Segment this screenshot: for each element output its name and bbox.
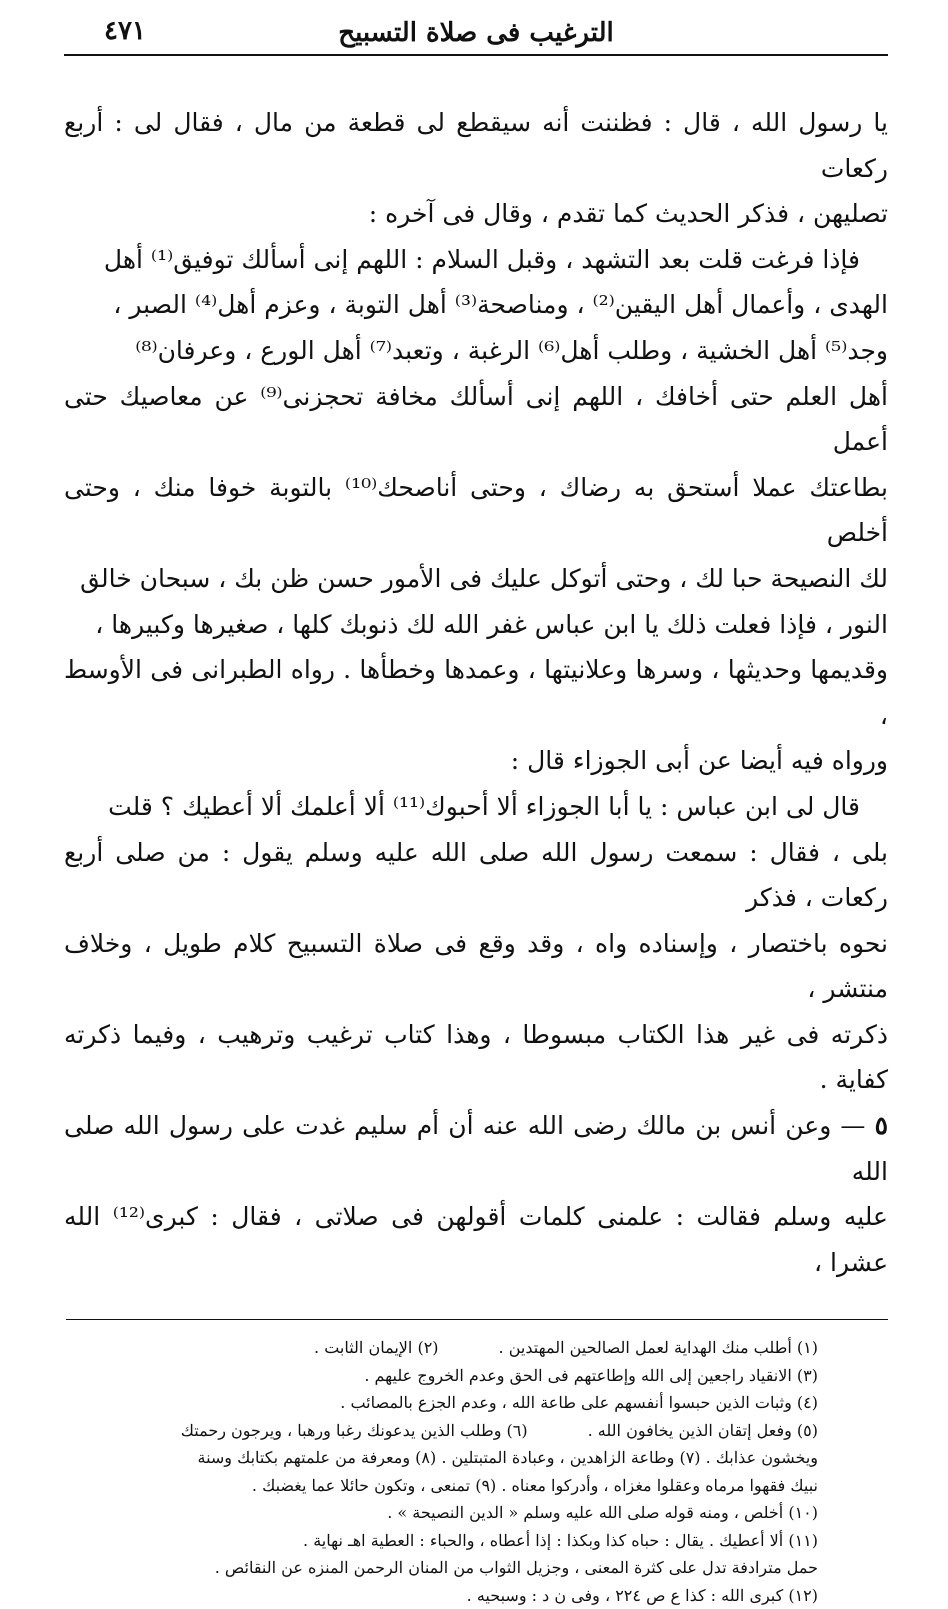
footnote-line: حمل مترادفة تدل على كثرة المعنى ، وجزيل الثواب من المنان الرحمن المنزه عن النقائص .	[214, 1558, 818, 1578]
footnote-line: (١٠) أخلص ، ومنه قوله صلى الله عليه وسلم « الدين النصيحة » .	[387, 1503, 818, 1523]
footnote-2: (٢) الإيمان الثابت .	[314, 1338, 439, 1358]
text-line: وجد⁽⁵⁾ أهل الخشية ، وطلب أهل⁽⁶⁾ الرغبة ، وتعبد⁽⁷⁾ أهل الورع ، وعرفان⁽⁸⁾	[135, 335, 888, 365]
hadith-number: ٥	[874, 1111, 888, 1141]
footnote-line: نبيك فقهوا مرماه وعقلوا مغزاه ، وأدركوا معناه . (٩) تمنعى ، وتكون حائلا عما يغضبك .	[251, 1475, 818, 1495]
running-title: الترغيب فى صلاة التسبيح	[338, 18, 614, 48]
text-line: تصليهن ، فذكر الحديث كما تقدم ، وقال فى آخره :	[368, 199, 888, 229]
text-line: وقديمها وحديثها ، وسرها وعلانيتها ، وعمدها وخطأها . رواه الطبرانى فى الأوسط ،	[64, 655, 888, 730]
text-line: ورواه فيه أيضا عن أبى الجوزاء قال :	[510, 746, 888, 776]
text-line: بطاعتك عملا أستحق به رضاك ، وحتى أناصحك⁽¹⁰⁾ بالتوبة خوفا منك ، وحتى أخلص	[64, 472, 888, 548]
hadith-line	[64, 1103, 888, 1194]
text-line: عليه وسلم فقالت : علمنى كلمات أقولهن فى صلاتى ، فقال : كبرى⁽¹²⁾ الله عشرا ،	[64, 1202, 888, 1277]
footnote-6: (٦) وطلب الذين يدعونك رغبا ورهبا ، ويرجون رحمتك	[180, 1420, 528, 1440]
footnote-line: (٣) الانقياد راجعين إلى الله وإطاعتهم فى الحق وعدم الخروج عليهم .	[364, 1365, 818, 1385]
text-line: النور ، فإذا فعلت ذلك يا ابن عباس غفر الله لك ذنوبك كلها ، صغيرها وكبيرها ،	[95, 609, 888, 639]
text-line: قال لى ابن عباس : يا أبا الجوزاء ألا أحبوك⁽¹¹⁾ ألا أعلمك ألا أعطيك ؟ قلت	[108, 791, 860, 821]
footnotes	[64, 1334, 888, 1609]
hadith-text: — وعن أنس بن مالك رضى الله عنه أن أم سليم غدت على رسول الله صلى الله	[64, 1111, 888, 1186]
text-line: بلى ، فقال : سمعت رسول الله صلى الله عليه وسلم يقول : من صلى أربع ركعات ، فذكر	[64, 837, 888, 913]
running-header	[64, 14, 888, 56]
footnote-1: (١) أطلب منك الهداية لعمل الصالحين المهتدين .	[498, 1338, 818, 1358]
footnote-line: (٤) وثبات الذين حبسوا أنفسهم على طاعة الله ، وعدم الجزع بالمصائب .	[340, 1393, 818, 1413]
footnote-separator	[66, 1319, 888, 1320]
footnote-line	[64, 1334, 818, 1362]
text-line: يا رسول الله ، قال : فظننت أنه سيقطع لى قطعة من مال ، فقال لى : أربع ركعات	[64, 108, 888, 183]
page-number: ٤٧١	[104, 16, 146, 46]
text-line: فإذا فرغت قلت بعد التشهد ، وقبل السلام : اللهم إنى أسألك توفيق⁽¹⁾ أهل	[103, 244, 860, 274]
footnote-line: ويخشون عذابك . (٧) وطاعة الزاهدين ، وعبادة المتبتلين . (٨) ومعرفة من علمتهم بكتابك وسنة	[197, 1448, 818, 1468]
text-line: لك النصيحة حبا لك ، وحتى أتوكل عليك فى الأمور حسن ظن بك ، سبحان خالق	[80, 563, 888, 593]
main-text	[64, 100, 888, 1285]
text-line: الهدى ، وأعمال أهل اليقين⁽²⁾ ، ومناصحة⁽³⁾ أهل التوبة ، وعزم أهل⁽⁴⁾ الصبر ،	[113, 290, 888, 320]
text-line: أهل العلم حتى أخافك ، اللهم إنى أسألك مخافة تحجزنى⁽⁹⁾ عن معاصيك حتى أعمل	[64, 381, 888, 457]
text-line: ذكرته فى غير هذا الكتاب مبسوطا ، وهذا كتاب ترغيب وترهيب ، وفيما ذكرته كفاية .	[64, 1019, 888, 1095]
footnote-line: (١٢) كبرى الله : كذا ع ص ٢٢٤ ، وفى ن د : وسبحيه .	[466, 1585, 818, 1605]
text-line: نحوه باختصار ، وإسناده واه ، وقد وقع فى صلاة التسبيح كلام طويل ، وخلاف منتشر ،	[64, 928, 888, 1004]
footnote-line	[64, 1417, 818, 1445]
footnote-line: (١١) ألا أعطيك . يقال : حباه كذا وبكذا : إذا أعطاه ، والحباء : العطية اهـ نهاية .	[303, 1530, 818, 1550]
footnote-5: (٥) وفعل إتقان الذين يخافون الله .	[587, 1420, 818, 1440]
